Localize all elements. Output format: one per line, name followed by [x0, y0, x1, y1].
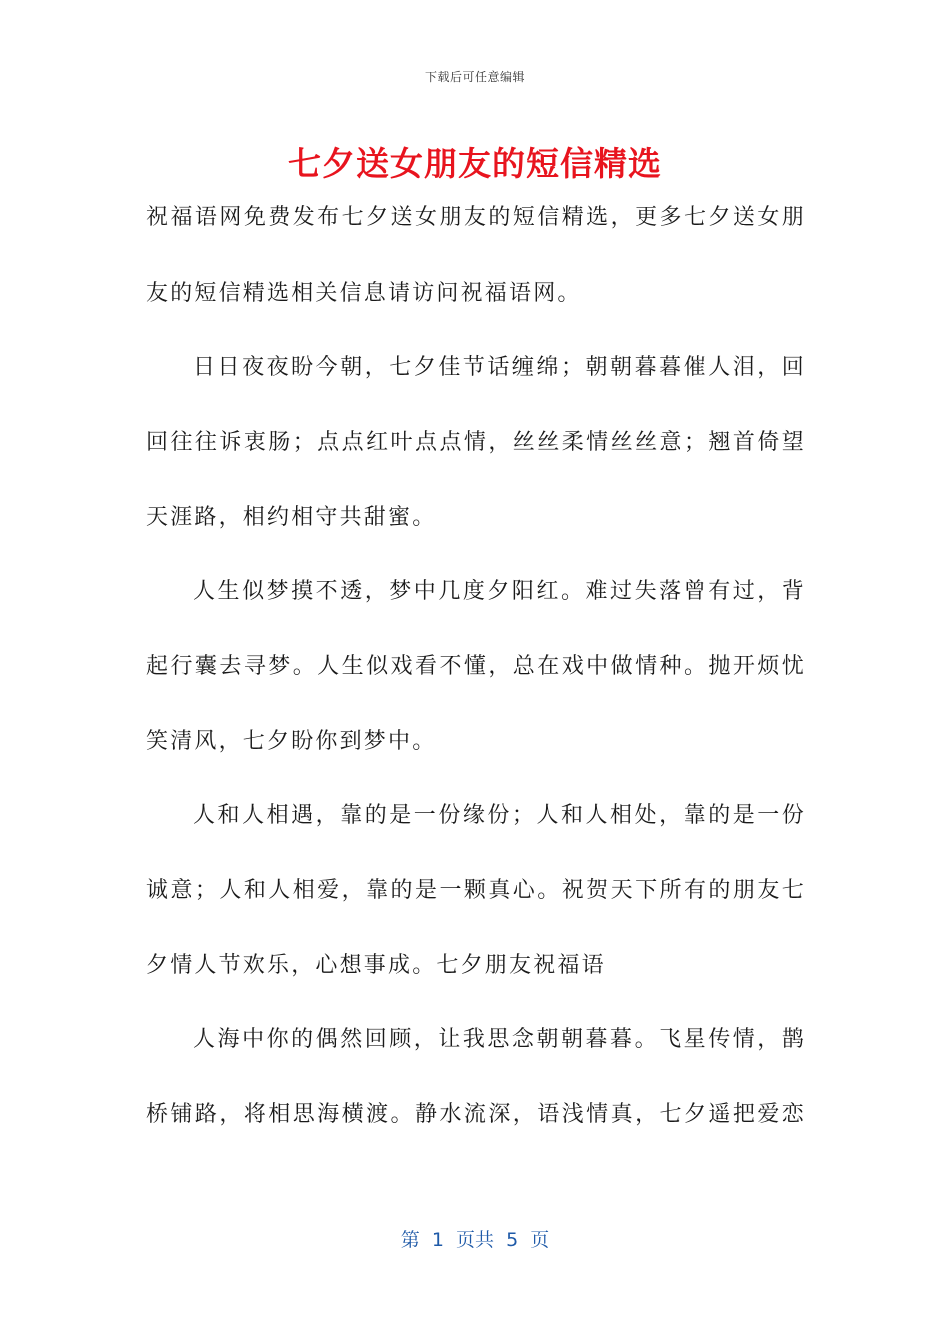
paragraph-line: 桥铺路，将相思海横渡。静水流深，语浅情真，七夕遥把爱恋 [146, 1102, 806, 1127]
page-number-footer: 第 1 页共 5 页 [400, 1229, 550, 1251]
paragraph-line: 起行囊去寻梦。人生似戏看不懂，总在戏中做情种。抛开烦忧 [146, 654, 806, 679]
paragraph-line: 友的短信精选相关信息请访问祝福语网。 [146, 281, 582, 306]
paragraph-line: 回往往诉衷肠；点点红叶点点情，丝丝柔情丝丝意；翘首倚望 [146, 430, 806, 455]
paragraph-line: 天涯路，相约相守共甜蜜。 [146, 505, 437, 530]
header-note: 下载后可任意编辑 [424, 70, 525, 84]
paragraph-line: 人海中你的偶然回顾，让我思念朝朝暮暮。飞星传情，鹊 [193, 1027, 806, 1052]
paragraph-line: 诚意；人和人相爱，靠的是一颗真心。祝贺天下所有的朋友七 [146, 878, 806, 903]
paragraph-line: 夕情人节欢乐，心想事成。七夕朋友祝福语 [146, 953, 606, 978]
paragraph-line: 笑清风，七夕盼你到梦中。 [146, 729, 437, 754]
paragraph-line: 祝福语网免费发布七夕送女朋友的短信精选，更多七夕送女朋 [146, 205, 806, 230]
paragraph-line: 日日夜夜盼今朝，七夕佳节话缠绵；朝朝暮暮催人泪，回 [193, 355, 806, 380]
paragraph-line: 人和人相遇，靠的是一份缘份；人和人相处，靠的是一份 [193, 803, 806, 828]
document-title: 七夕送女朋友的短信精选 [288, 144, 662, 183]
paragraph-line: 人生似梦摸不透，梦中几度夕阳红。难过失落曾有过，背 [193, 579, 806, 604]
